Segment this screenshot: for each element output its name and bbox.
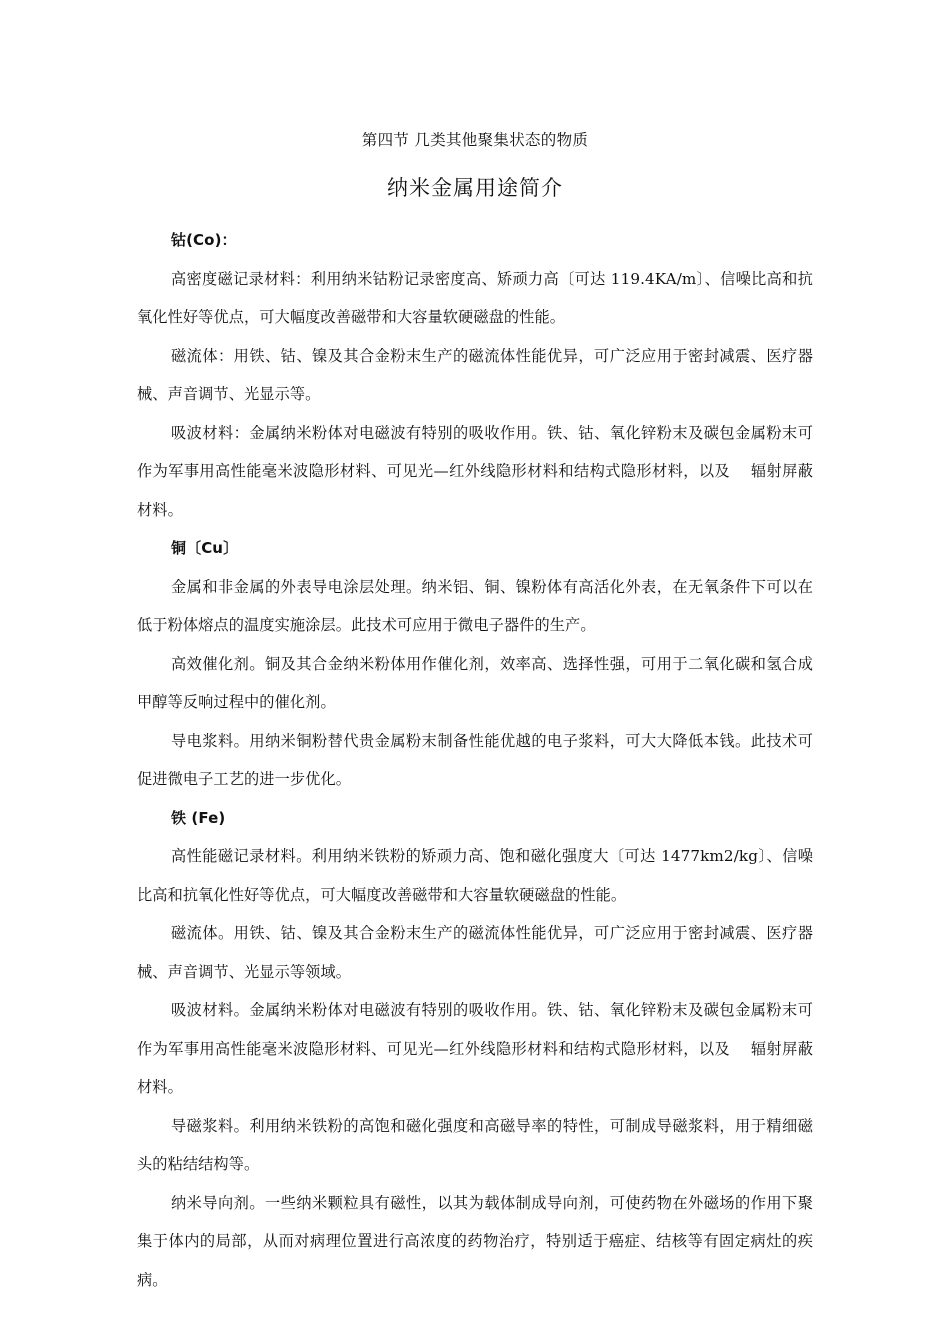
- paragraph: 高密度磁记录材料：利用纳米钴粉记录密度高、矫顽力高〔可达 119.4KA/m〕、信噪比高和抗氧化性好等优点，可大幅度改善磁带和大容量软硬磁盘的性能。: [137, 269, 813, 326]
- document-title: 纳米金属用途简介: [387, 176, 563, 200]
- paragraph: 高性能磁记录材料。利用纳米铁粉的矫顽力高、饱和磁化强度大〔可达 1477km2/kg〕、信噪比高和抗氧化性好等优点，可大幅度改善磁带和大容量软硬磁盘的性能。: [137, 847, 813, 904]
- paragraph: 高效催化剂。铜及其合金纳米粉体用作催化剂，效率高、选择性强，可用于二氧化碳和氢合成甲醇等反响过程中的催化剂。: [137, 654, 813, 711]
- paragraph: 纳米导向剂。一些纳米颗粒具有磁性，以其为载体制成导向剂，可使药物在外磁场的作用下聚集于体内的局部，从而对病理位置进行高浓度的药物治疗，特别适于癌症、结核等有固定病灶的疾病。: [137, 1193, 813, 1289]
- paragraph: 吸波材料。金属纳米粉体对电磁波有特别的吸收作用。铁、钴、氧化锌粉末及碳包金属粉末可作为军事用高性能毫米波隐形材料、可见光—红外线隐形材料和结构式隐形材料，以及 辐射屏蔽材料。: [137, 1001, 813, 1096]
- paragraph: 金属和非金属的外表导电涂层处理。纳米铝、铜、镍粉体有高活化外表，在无氧条件下可以在低于粉体熔点的温度实施涂层。此技术可应用于微电子器件的生产。: [137, 577, 813, 634]
- document-body: [137, 221, 813, 1299]
- section-heading: 第四节 几类其他聚集状态的物质: [361, 131, 589, 149]
- element-heading-cobalt: 钴(Co)：: [171, 231, 237, 249]
- paragraph: 导磁浆料。利用纳米铁粉的高饱和磁化强度和高磁导率的特性，可制成导磁浆料，用于精细磁头的粘结结构等。: [137, 1116, 813, 1173]
- paragraph: 磁流体：用铁、钴、镍及其合金粉末生产的磁流体性能优异，可广泛应用于密封减震、医疗器械、声音调节、光显示等。: [137, 346, 813, 403]
- paragraph: 磁流体。用铁、钴、镍及其合金粉末生产的磁流体性能优异，可广泛应用于密封减震、医疗器械、声音调节、光显示等领域。: [137, 924, 813, 981]
- paragraph: 导电浆料。用纳米铜粉替代贵金属粉末制备性能优越的电子浆料，可大大降低本钱。此技术可促进微电子工艺的进一步优化。: [137, 731, 813, 788]
- paragraph: 吸波材料：金属纳米粉体对电磁波有特别的吸收作用。铁、钴、氧化锌粉末及碳包金属粉末可作为军事用高性能毫米波隐形材料、可见光—红外线隐形材料和结构式隐形材料，以及 辐射屏蔽材料。: [137, 423, 813, 519]
- section-copper: [137, 529, 813, 799]
- element-heading-copper: 铜〔Cu〕: [171, 539, 239, 557]
- section-cobalt: [137, 221, 813, 529]
- section-iron: [137, 799, 813, 1300]
- element-heading-iron: 铁 (Fe): [171, 808, 226, 827]
